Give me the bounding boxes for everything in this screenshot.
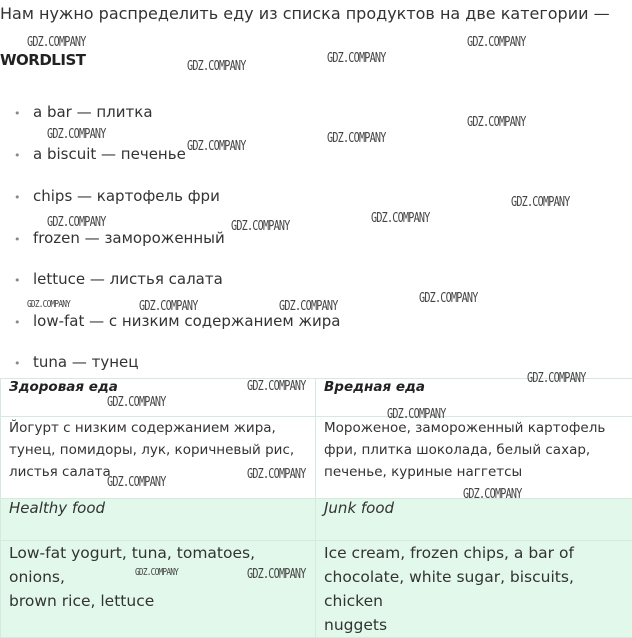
cell-line: Йогурт с низким содержанием жира,: [9, 417, 307, 439]
watermark: GDZ.COMPANY: [247, 467, 306, 482]
junk-cell-en: [316, 541, 632, 638]
word-entry: chips — картофель фри: [33, 187, 220, 205]
word-entry: frozen — замороженный: [33, 229, 225, 247]
bullet-icon: •: [14, 357, 33, 370]
list-item: [14, 312, 340, 330]
watermark: GDZ.COMPANY: [47, 215, 106, 230]
word-entry: low-fat — с низким содержанием жира: [33, 312, 340, 330]
watermark: GDZ.COMPANY: [279, 299, 338, 314]
list-item: [14, 187, 220, 205]
food-table: [0, 378, 632, 638]
healthy-header-en: Healthy food: [1, 499, 316, 541]
watermark: GDZ.COMPANY: [135, 567, 178, 578]
cell-line: Low-fat yogurt, tuna, tomatoes, onions,: [9, 541, 307, 589]
watermark: GDZ.COMPANY: [467, 35, 526, 50]
watermark: GDZ.COMPANY: [327, 131, 386, 146]
cell-line: brown rice, lettuce: [9, 589, 307, 613]
watermark: GDZ.COMPANY: [527, 371, 586, 386]
watermark: GDZ.COMPANY: [231, 219, 290, 234]
cell-line: nuggets: [324, 613, 624, 637]
watermark: GDZ.COMPANY: [107, 475, 166, 490]
watermark: GDZ.COMPANY: [27, 35, 86, 50]
cell-line: печенье, куриные наггетсы: [324, 461, 624, 483]
junk-header-en: Junk food: [316, 499, 632, 541]
bullet-icon: •: [14, 149, 33, 162]
word-entry: a bar — плитка: [33, 103, 153, 121]
bullet-icon: •: [14, 107, 33, 120]
watermark: GDZ.COMPANY: [247, 379, 306, 394]
junk-header-ru: Вредная еда: [316, 379, 632, 417]
watermark: GDZ.COMPANY: [187, 139, 246, 154]
list-item: [14, 353, 138, 371]
watermark: GDZ.COMPANY: [247, 567, 306, 582]
list-item: [14, 145, 186, 163]
word-entry: tuna — тунец: [33, 353, 138, 371]
watermark: GDZ.COMPANY: [327, 51, 386, 66]
watermark: GDZ.COMPANY: [371, 211, 430, 226]
intro-text: Нам нужно распределить еду из списка продуктов на две категории —: [0, 4, 610, 23]
watermark: GDZ.COMPANY: [187, 59, 246, 74]
watermark: GDZ.COMPANY: [463, 487, 522, 502]
cell-line: листья салата: [9, 461, 307, 483]
healthy-header-ru: Здоровая еда: [1, 379, 316, 417]
wordlist-heading: WORDLIST: [0, 51, 85, 69]
list-item: [14, 270, 223, 288]
watermark: GDZ.COMPANY: [387, 407, 446, 422]
watermark: GDZ.COMPANY: [107, 395, 166, 410]
watermark: GDZ.COMPANY: [467, 115, 526, 130]
list-item: [14, 229, 225, 247]
cell-line: Ice cream, frozen chips, a bar of: [324, 541, 624, 565]
junk-cell-ru: [316, 417, 632, 499]
healthy-cell-ru: [1, 417, 316, 499]
watermark: GDZ.COMPANY: [47, 127, 106, 142]
bullet-icon: •: [14, 233, 33, 246]
cell-line: тунец, помидоры, лук, коричневый рис,: [9, 439, 307, 461]
cell-line: Мороженое, замороженный картофель: [324, 417, 624, 439]
watermark: GDZ.COMPANY: [419, 291, 478, 306]
bullet-icon: •: [14, 316, 33, 329]
watermark: GDZ.COMPANY: [27, 299, 70, 310]
healthy-cell-en: [1, 541, 316, 638]
bullet-icon: •: [14, 191, 33, 204]
list-item: [14, 103, 153, 121]
cell-line: chocolate, white sugar, biscuits, chicken: [324, 565, 624, 613]
cell-line: фри, плитка шоколада, белый сахар,: [324, 439, 624, 461]
watermark: GDZ.COMPANY: [511, 195, 570, 210]
bullet-icon: •: [14, 274, 33, 287]
word-entry: lettuce — листья салата: [33, 270, 223, 288]
word-entry: a biscuit — печенье: [33, 145, 186, 163]
watermark: GDZ.COMPANY: [139, 299, 198, 314]
